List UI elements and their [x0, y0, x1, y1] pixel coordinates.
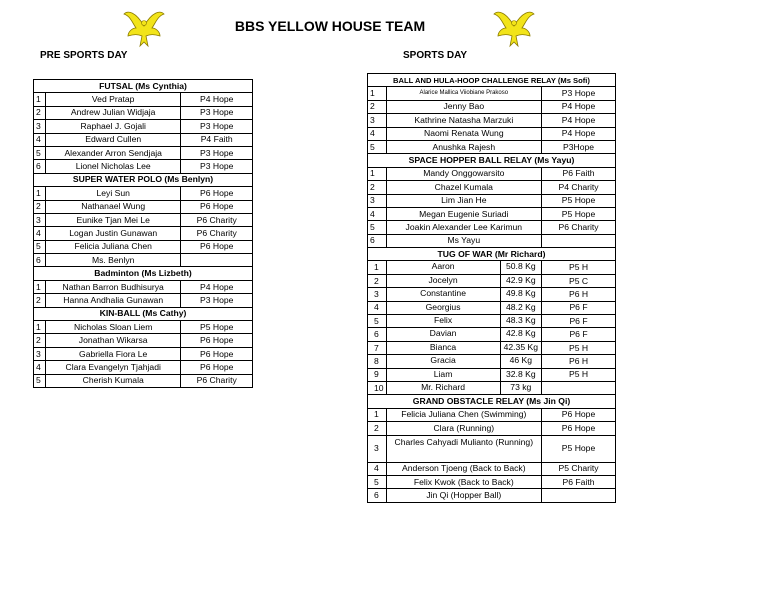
cell-name: Ved Pratap [45, 93, 180, 106]
cell-n: 2 [34, 200, 46, 213]
cell-weight: 48.2 Kg [506, 301, 536, 312]
cell-n: 2 [368, 181, 387, 194]
cell-cls: P5 Hope [181, 321, 253, 334]
cell-name: Logan Justin Gunawan [45, 227, 180, 240]
tug-name-kg-cell [386, 341, 542, 354]
cell-name: Joakin Alexander Lee Karimun [386, 221, 542, 234]
cell-n: 1 [368, 167, 387, 180]
cell-name: Davian [387, 328, 501, 340]
table-row [34, 93, 253, 106]
cell-name: Eunike Tjan Mei Le [45, 213, 180, 226]
cell-name: Alarice Mallica Viiobiane Prakoso [386, 87, 542, 100]
cell-cls: P6 Charity [181, 213, 253, 226]
cell-n: 2 [368, 100, 387, 113]
cell-name: Megan Eugenie Suriadi [386, 207, 542, 220]
cell-n: 7 [368, 341, 387, 354]
cell-n: 3 [34, 213, 46, 226]
cell-name: Felicia Juliana Chen (Swimming) [386, 408, 542, 421]
cell-cls: P5 H [542, 261, 616, 274]
cell-n: 9 [368, 368, 387, 381]
cell-n: 3 [368, 288, 387, 301]
cell-n: 6 [368, 234, 387, 247]
cell-name: Bianca [387, 342, 501, 354]
cell-cls: P4 Hope [542, 127, 616, 140]
cell-cls: P6 Faith [542, 475, 616, 488]
kinball-title: KIN-BALL (Ms Cathy) [34, 307, 253, 320]
cell-cls: P6 H [542, 355, 616, 368]
cell-name: Edward Cullen [45, 133, 180, 146]
cell-n: 3 [368, 435, 387, 462]
water-polo-title: SUPER WATER POLO (Ms Benlyn) [34, 173, 253, 186]
cell-cls [542, 381, 616, 394]
cell-cls: P3 Hope [181, 106, 253, 119]
cell-name: Lionel Nicholas Lee [45, 160, 180, 173]
cell-n: 2 [368, 422, 387, 435]
cell-name: Mandy Onggowarsito [386, 167, 542, 180]
section-header [368, 395, 616, 408]
cell-name: Ms. Benlyn [45, 254, 180, 267]
cell-name: Kathrine Natasha Marzuki [386, 114, 542, 127]
cell-name: Felicia Juliana Chen [45, 240, 180, 253]
cell-cls: P3 Hope [181, 120, 253, 133]
hula-title: BALL AND HULA-HOOP CHALLENGE RELAY (Ms Sofi) [368, 74, 616, 87]
cell-n: 4 [368, 301, 387, 314]
cell-n: 4 [34, 133, 46, 146]
cell-name: Lim Jian He [386, 194, 542, 207]
cell-cls: P6 Hope [181, 187, 253, 200]
table-row [34, 321, 253, 334]
cell-cls: P3 Hope [542, 87, 616, 100]
cell-n: 6 [34, 160, 46, 173]
section-header [368, 154, 616, 167]
table-row [368, 234, 616, 247]
table-row [34, 240, 253, 253]
table-row [368, 207, 616, 220]
cell-name: Mr. Richard [387, 382, 501, 394]
cell-cls: P5 Hope [542, 207, 616, 220]
cell-name: Aaron [387, 261, 501, 273]
cell-cls: P5 Hope [542, 194, 616, 207]
table-row [368, 87, 616, 100]
cell-name: Nathanael Wung [45, 200, 180, 213]
cell-cls: P6 Hope [542, 408, 616, 421]
cell-name: Georgius [387, 302, 501, 314]
table-row [368, 194, 616, 207]
table-row [368, 114, 616, 127]
cell-n: 4 [368, 127, 387, 140]
pre-sports-day-heading: PRE SPORTS DAY [40, 50, 128, 61]
cell-n: 5 [368, 140, 387, 153]
table-row [368, 408, 616, 421]
table-row [34, 361, 253, 374]
table-row [368, 167, 616, 180]
cell-n: 1 [34, 280, 46, 293]
tug-name-kg-cell [386, 261, 542, 274]
cell-weight: 42.9 Kg [506, 274, 536, 285]
cell-n: 3 [34, 347, 46, 360]
cell-weight: 73 kg [510, 381, 532, 392]
cell-name: Chazel Kumala [386, 181, 542, 194]
cell-name: Naomi Renata Wung [386, 127, 542, 140]
cell-cls: P6 Hope [181, 200, 253, 213]
cell-cls: P3 Hope [181, 294, 253, 307]
table-row [34, 280, 253, 293]
tug-name-kg-cell [386, 288, 542, 301]
section-header [368, 248, 616, 261]
table-row [34, 120, 253, 133]
tug-name-kg-cell [386, 381, 542, 394]
cell-cls: P5 Charity [542, 462, 616, 475]
cell-weight: 42.35 Kg [503, 341, 539, 352]
table-row [368, 315, 616, 328]
section-header [34, 307, 253, 320]
cell-name: Nathan Barron Budhisurya [45, 280, 180, 293]
tug-name-kg-cell [386, 315, 542, 328]
cell-n: 4 [368, 462, 387, 475]
cell-n: 3 [34, 120, 46, 133]
cell-cls: P6 Charity [542, 221, 616, 234]
cell-cls: P6 Charity [181, 374, 253, 387]
tug-title: TUG OF WAR (Mr Richard) [368, 248, 616, 261]
table-row [34, 160, 253, 173]
cell-name: Alexander Arron Sendjaja [45, 146, 180, 159]
table-row [368, 368, 616, 381]
cell-n: 5 [368, 475, 387, 488]
cell-weight: 50.8 Kg [506, 261, 536, 272]
cell-n: 5 [34, 240, 46, 253]
cell-name: Leyi Sun [45, 187, 180, 200]
hula-hoop-relay-table [367, 73, 616, 503]
cell-n: 1 [368, 261, 387, 274]
table-row [368, 140, 616, 153]
cell-cls: P5 H [542, 341, 616, 354]
cell-weight: 42.8 Kg [506, 328, 536, 339]
cell-name: Felix Kwok (Back to Back) [386, 475, 542, 488]
cell-cls: P5 C [542, 274, 616, 287]
obstacle-title: GRAND OBSTACLE RELAY (Ms Jin Qi) [368, 395, 616, 408]
cell-cls: P6 Charity [181, 227, 253, 240]
pre-sports-day-table [33, 79, 253, 388]
table-row [34, 213, 253, 226]
cell-name: Raphael J. Gojali [45, 120, 180, 133]
table-row [34, 106, 253, 119]
cell-n: 1 [34, 93, 46, 106]
futsal-title: FUTSAL (Ms Cynthia) [34, 80, 253, 93]
cell-weight: 32.8 Kg [506, 368, 536, 379]
cell-n: 5 [34, 374, 46, 387]
cell-cls [542, 489, 616, 502]
table-row [34, 133, 253, 146]
cell-cls: P5 H [542, 368, 616, 381]
cell-n: 3 [368, 194, 387, 207]
table-row [368, 475, 616, 488]
cell-name: Gabriella Fiora Le [45, 347, 180, 360]
table-row [34, 374, 253, 387]
cell-name: Jenny Bao [386, 100, 542, 113]
cell-weight: 46 Kg [509, 355, 533, 366]
section-header [34, 80, 253, 93]
table-row [368, 221, 616, 234]
cell-cls: P4 Hope [542, 100, 616, 113]
cell-n: 1 [368, 87, 387, 100]
cell-cls: P5 Hope [542, 435, 616, 462]
cell-n: 4 [34, 361, 46, 374]
cell-cls: P4 Faith [181, 133, 253, 146]
table-row [368, 301, 616, 314]
cell-cls: P6 H [542, 288, 616, 301]
table-row [368, 127, 616, 140]
table-row [34, 227, 253, 240]
cell-cls: P4 Hope [181, 93, 253, 106]
cell-n: 5 [368, 315, 387, 328]
cell-cls: P6 Hope [181, 361, 253, 374]
cell-n: 10 [368, 381, 387, 394]
tug-name-kg-cell [386, 368, 542, 381]
table-row [368, 328, 616, 341]
table-row [368, 355, 616, 368]
cell-cls: P3 Hope [181, 160, 253, 173]
table-row [368, 288, 616, 301]
cell-n: 4 [34, 227, 46, 240]
cell-name: Gracia [387, 355, 501, 367]
cell-n: 1 [34, 321, 46, 334]
cell-name: Jocelyn [387, 275, 501, 287]
table-row [368, 341, 616, 354]
cell-cls [181, 254, 253, 267]
table-row [34, 294, 253, 307]
cell-name: Ms Yayu [386, 234, 542, 247]
table-row [368, 422, 616, 435]
cell-name: Nicholas Sloan Liem [45, 321, 180, 334]
cell-name: Constantine [387, 288, 501, 300]
cell-weight: 48.3 Kg [506, 315, 536, 326]
cell-name: Andrew Julian Widjaja [45, 106, 180, 119]
table-row [368, 181, 616, 194]
cell-name: Liam [387, 369, 501, 381]
cell-cls: P6 Faith [542, 167, 616, 180]
cell-n: 3 [368, 114, 387, 127]
cell-weight: 49.8 Kg [506, 288, 536, 299]
tug-name-kg-cell [386, 274, 542, 287]
cell-n: 1 [34, 187, 46, 200]
cell-cls: P3Hope [542, 140, 616, 153]
cell-cls: P6 F [542, 328, 616, 341]
cell-name: Jin Qi (Hopper Ball) [386, 489, 542, 502]
cell-n: 5 [34, 146, 46, 159]
cell-n: 8 [368, 355, 387, 368]
cell-name: Jonathan Wikarsa [45, 334, 180, 347]
cell-cls: P6 F [542, 301, 616, 314]
cell-cls [542, 234, 616, 247]
badminton-title: Badminton (Ms Lizbeth) [34, 267, 253, 280]
cell-n: 1 [368, 408, 387, 421]
cell-cls: P6 Hope [181, 347, 253, 360]
cell-n: 2 [34, 294, 46, 307]
cell-name: Anderson Tjoeng (Back to Back) [386, 462, 542, 475]
cell-n: 5 [368, 221, 387, 234]
cell-name: Clara Evangelyn Tjahjadi [45, 361, 180, 374]
cell-cls: P6 F [542, 315, 616, 328]
cell-name: Clara (Running) [386, 422, 542, 435]
table-row [368, 462, 616, 475]
tug-name-kg-cell [386, 355, 542, 368]
table-row [34, 334, 253, 347]
section-header [34, 267, 253, 280]
cell-name: Cherish Kumala [45, 374, 180, 387]
cell-cls: P4 Hope [542, 114, 616, 127]
cell-name: Hanna Andhalia Gunawan [45, 294, 180, 307]
cell-cls: P3 Hope [181, 146, 253, 159]
cell-n: 6 [34, 254, 46, 267]
cell-n: 6 [368, 489, 387, 502]
cell-n: 2 [34, 334, 46, 347]
page-title: BBS YELLOW HOUSE TEAM [234, 18, 426, 34]
cell-n: 2 [368, 274, 387, 287]
table-row [368, 274, 616, 287]
table-row [34, 254, 253, 267]
cell-n: 6 [368, 328, 387, 341]
tug-name-kg-cell [386, 301, 542, 314]
section-header [34, 173, 253, 186]
cell-cls: P6 Hope [542, 422, 616, 435]
table-row [34, 200, 253, 213]
cell-name: Charles Cahyadi Mulianto (Running) [386, 435, 542, 462]
hopper-title: SPACE HOPPER BALL RELAY (Ms Yayu) [368, 154, 616, 167]
cell-cls: P6 Hope [181, 240, 253, 253]
table-row [368, 261, 616, 274]
section-header [368, 74, 616, 87]
cell-cls: P6 Hope [181, 334, 253, 347]
cell-cls: P4 Hope [181, 280, 253, 293]
cell-cls: P4 Charity [542, 181, 616, 194]
tug-name-kg-cell [386, 328, 542, 341]
sports-day-heading: SPORTS DAY [403, 50, 468, 61]
cell-name: Anushka Rajesh [386, 140, 542, 153]
cell-n: 4 [368, 207, 387, 220]
table-row [34, 347, 253, 360]
table-row [368, 381, 616, 394]
table-row [368, 100, 616, 113]
table-row [368, 435, 616, 462]
table-row [34, 146, 253, 159]
table-row [368, 489, 616, 502]
table-row [34, 187, 253, 200]
cell-name: Felix [387, 315, 501, 327]
cell-n: 2 [34, 106, 46, 119]
